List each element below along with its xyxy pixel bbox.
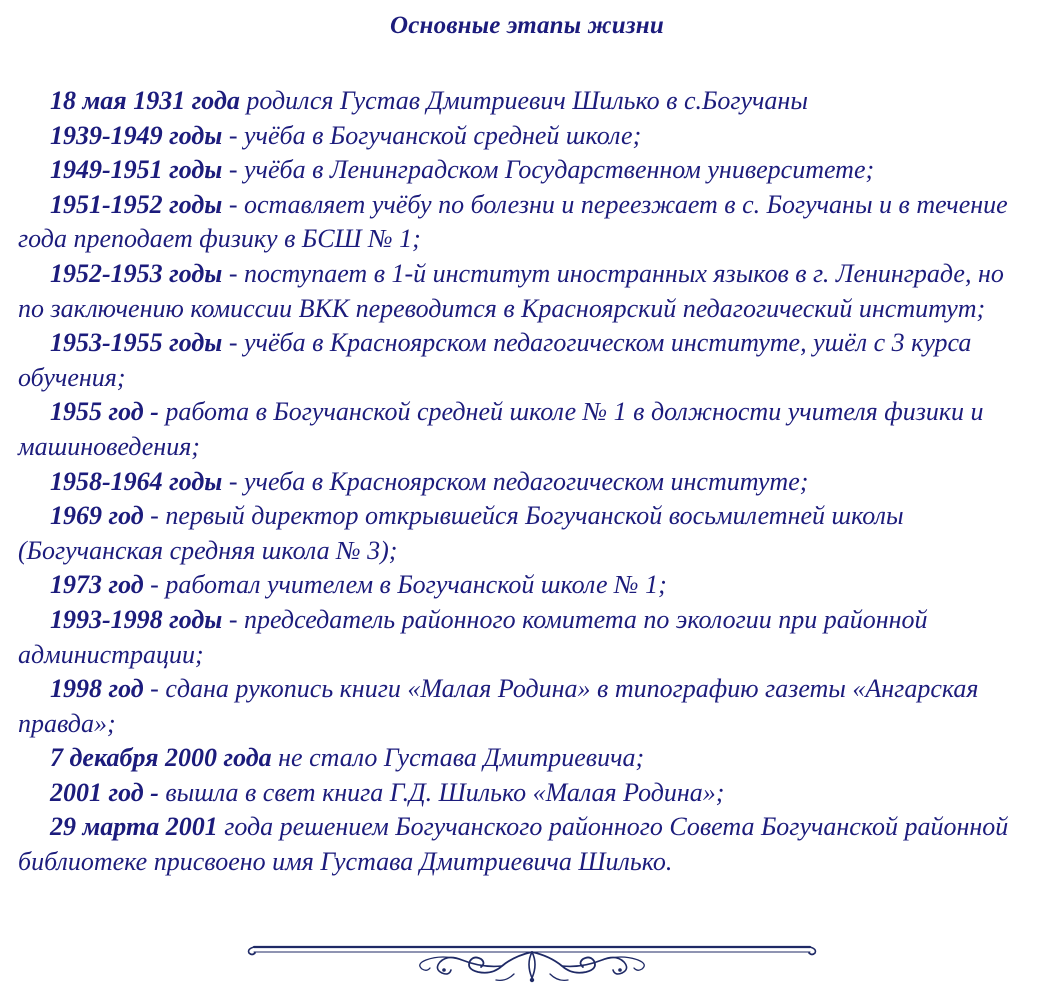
entry-date: 29 марта 2001 xyxy=(50,812,218,842)
entry-date: 1951-1952 годы xyxy=(50,189,223,219)
entry-text: - учёба в Ленинградском Государственном университете; xyxy=(222,155,875,185)
entry-text: работа в Богучанской средней школе № 1 в должности учителя физики и машиноведения; xyxy=(18,397,984,461)
timeline-entry xyxy=(18,741,1028,776)
entry-text: - председатель районного комитета по экологии при районной администрации; xyxy=(18,604,928,669)
entry-date: 2001 год - xyxy=(50,777,159,807)
timeline-entry xyxy=(18,568,1028,603)
entry-date: 1969 год xyxy=(50,501,144,531)
timeline-entry xyxy=(18,810,1028,879)
timeline-entry xyxy=(18,465,1028,500)
entry-text: вышла в свет книга Г.Д. Шилько «Малая Родина»; xyxy=(158,777,725,807)
entry-date: 1939-1949 годы xyxy=(50,120,223,150)
entry-date: 7 декабря 2000 года xyxy=(50,743,272,773)
entry-date: 1952-1953 годы xyxy=(50,258,223,288)
entry-text: - учеба в Красноярском педагогическом институте; xyxy=(222,466,809,496)
timeline-entry xyxy=(18,119,1028,154)
entry-text: - учёба в Красноярском педагогическом институте, ушёл с 3 курса обучения; xyxy=(18,328,972,392)
timeline-entry xyxy=(18,188,1028,257)
entry-text: года решением Богучанского районного Совета Богучанской районной библиотеке присвоено имя Густава Дмитриевича Шилько. xyxy=(18,812,1009,877)
entry-date: 1955 год - xyxy=(50,397,159,427)
timeline xyxy=(18,84,1028,880)
entry-text: - учёба в Богучанской средней школе; xyxy=(222,120,642,150)
entry-date: 1973 год xyxy=(50,570,144,600)
entry-text: родился Густав Дмитриевич Шилько в с.Богучаны xyxy=(239,86,808,115)
entry-text: не стало Густава Дмитриевича; xyxy=(271,743,645,773)
entry-text: - поступает в 1-й институт иностранных языков в г. Ленинграде, но по заключению комиссии ВКК переводится в Красноярский педагогический институт; xyxy=(18,258,1004,323)
page-title: Основные этапы жизни xyxy=(389,12,664,39)
flourish-divider-icon xyxy=(244,936,820,988)
timeline-entry xyxy=(18,776,1028,811)
timeline-entry xyxy=(18,603,1028,672)
entry-date: 1958-1964 годы xyxy=(50,466,223,496)
timeline-entry xyxy=(18,326,1028,395)
timeline-entry xyxy=(18,84,1028,119)
timeline-entry xyxy=(18,395,1028,464)
entry-text: - первый директор открывшейся Богучанской восьмилетней школы (Богучанская средняя школа № 3); xyxy=(18,501,904,565)
timeline-entry xyxy=(18,672,1028,741)
timeline-entry xyxy=(18,153,1028,188)
timeline-entry xyxy=(18,499,1028,568)
entry-text: - сдана рукопись книги «Малая Родина» в типографию газеты «Ангарская правда»; xyxy=(18,674,979,738)
entry-date: 1953-1955 годы xyxy=(50,328,223,358)
entry-date: 1998 год xyxy=(50,674,144,704)
entry-date: 18 мая 1931 года xyxy=(50,86,240,115)
entry-date: 1949-1951 годы xyxy=(50,155,223,185)
entry-text: - работал учителем в Богучанской школе № 1; xyxy=(143,570,667,600)
entry-date: 1993-1998 годы xyxy=(50,604,223,634)
timeline-entry xyxy=(18,257,1028,326)
entry-text: - оставляет учёбу по болезни и переезжает в с. Богучаны и в течение года преподает физику в БСШ № 1; xyxy=(18,189,1008,254)
